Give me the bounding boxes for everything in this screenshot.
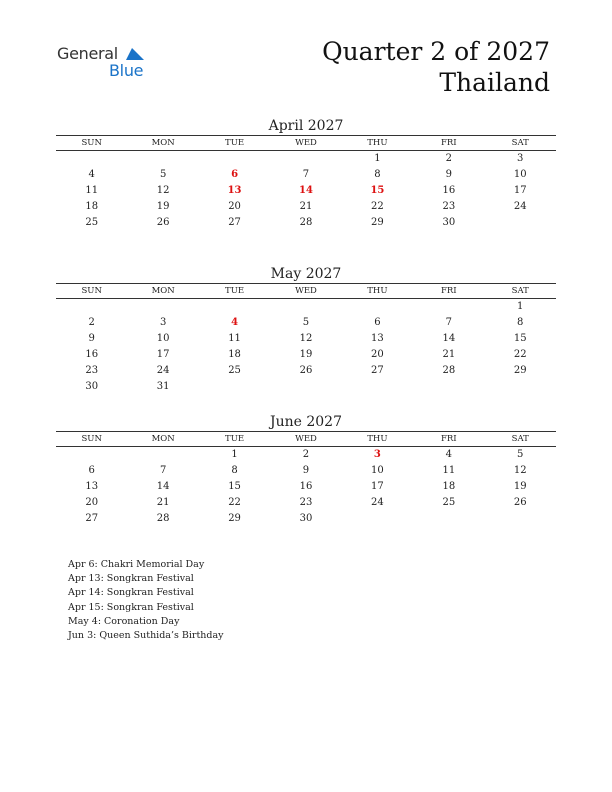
holiday-list-item: Apr 6: Chakri Memorial Day [68,559,205,570]
day-cell: 27 [85,513,99,524]
empty-day-cell [270,151,341,167]
day-cell: 13 [85,481,99,492]
day-cell: 10 [371,465,384,476]
day-cell: 12 [513,465,527,476]
day-cell: 30 [85,381,99,392]
month-june [56,413,556,527]
day-cell: 27 [371,365,384,376]
empty-day-cell [342,299,413,315]
weekday-label: TUE [225,286,245,296]
week-row [56,363,556,379]
empty-day-cell [413,299,484,315]
day-cell: 6 [88,465,95,476]
calendar-grid [56,431,556,527]
day-cell: 1 [231,449,238,460]
week-row [56,379,556,395]
weekday-label: WED [295,434,317,444]
day-cell: 9 [88,333,95,344]
empty-day-cell [342,379,413,395]
day-cell: 21 [156,497,170,508]
week-row [56,479,556,495]
weekday-label: SAT [511,286,529,296]
holiday-day-cell: 6 [231,169,239,180]
empty-day-cell [413,511,484,527]
day-cell: 12 [299,333,313,344]
month-april [56,117,556,231]
week-row [56,511,556,527]
day-cell: 20 [371,349,384,360]
weekday-label: FRI [440,434,457,444]
day-cell: 26 [299,365,313,376]
week-row [56,167,556,183]
week-row [56,447,556,463]
day-cell: 1 [517,301,524,312]
week-row [56,315,556,331]
week-row [56,463,556,479]
day-cell: 23 [442,201,456,212]
weekday-label: SAT [511,434,529,444]
country-title: Thailand [439,68,550,97]
day-cell: 17 [513,185,527,196]
weekday-header [56,432,556,447]
page-title [322,36,550,98]
day-cell: 4 [445,449,452,460]
day-cell: 3 [517,153,524,164]
day-cell: 3 [159,317,167,328]
day-cell: 22 [228,497,241,508]
weekday-label: WED [295,286,317,296]
day-cell: 27 [228,217,241,228]
day-cell: 16 [442,185,456,196]
day-cell: 17 [156,349,170,360]
week-row [56,495,556,511]
day-cell: 29 [228,513,241,524]
calendar-grid [56,283,556,395]
day-cell: 21 [442,349,456,360]
day-cell: 25 [442,497,456,508]
day-cell: 2 [302,449,310,460]
holiday-day-cell: 3 [373,449,381,460]
holiday-day-cell: 13 [227,185,242,196]
empty-day-cell [485,215,556,231]
month-may [56,265,556,395]
day-cell: 17 [371,481,384,492]
day-cell: 16 [299,481,313,492]
day-cell: 6 [374,317,381,328]
month-title: June 2027 [269,414,342,430]
day-cell: 28 [442,365,456,376]
day-cell: 19 [513,481,527,492]
weekday-label: SUN [81,286,102,296]
day-cell: 15 [228,481,241,492]
month-title: April 2027 [268,118,344,134]
weekday-label: TUE [225,138,245,148]
empty-day-cell [270,299,341,315]
holiday-list-item: Apr 14: Songkran Festival [68,587,194,599]
day-cell: 18 [228,349,241,360]
empty-day-cell [485,511,556,527]
day-cell: 8 [517,317,524,328]
day-cell: 11 [85,185,99,196]
empty-day-cell [56,299,127,315]
day-cell: 29 [513,365,527,376]
weekday-label: THU [367,286,388,296]
day-cell: 22 [371,201,384,212]
weekday-label: MON [151,286,175,296]
week-row [56,199,556,215]
weekday-label: SUN [81,434,102,444]
week-row [56,331,556,347]
holiday-list-item: Apr 13: Songkran Festival [68,573,194,585]
day-cell: 21 [299,201,313,212]
day-cell: 31 [156,381,170,392]
day-cell: 25 [85,217,99,228]
day-cell: 5 [302,317,310,328]
weekday-header [56,136,556,151]
weekday-label: SUN [81,138,102,148]
month-title: May 2027 [270,266,342,282]
calendar-grid [56,135,556,231]
day-cell: 12 [156,185,170,196]
weekday-label: FRI [440,138,457,148]
day-cell: 8 [231,465,238,476]
weekday-label: TUE [225,434,245,444]
day-cell: 19 [156,201,170,212]
week-row [56,183,556,199]
day-cell: 9 [302,465,310,476]
holiday-day-cell: 15 [370,185,385,196]
empty-day-cell [199,299,270,315]
day-cell: 2 [445,153,452,164]
holiday-list-item: Apr 15: Songkran Festival [68,601,194,613]
week-row [56,151,556,167]
day-cell: 28 [156,513,170,524]
logo-triangle-icon [124,46,146,62]
day-cell: 24 [513,201,527,212]
day-cell: 24 [156,365,170,376]
day-cell: 30 [299,513,313,524]
day-cell: 29 [371,217,384,228]
day-cell: 18 [442,481,456,492]
day-cell: 20 [228,201,241,212]
day-cell: 7 [445,317,452,328]
weekday-label: SAT [511,138,529,148]
empty-day-cell [127,151,198,167]
day-cell: 2 [88,317,95,328]
empty-day-cell [56,151,127,167]
day-cell: 26 [156,217,170,228]
empty-day-cell [270,379,341,395]
day-cell: 9 [445,169,452,180]
day-cell: 10 [513,169,527,180]
day-cell: 14 [156,481,170,492]
logo-blue-text: Blue [109,61,144,80]
weekday-label: MON [151,138,175,148]
day-cell: 4 [88,169,95,180]
day-cell: 23 [299,497,313,508]
day-cell: 11 [442,465,456,476]
holiday-list [68,558,224,643]
empty-day-cell [56,447,127,463]
empty-day-cell [485,379,556,395]
day-cell: 30 [442,217,456,228]
holiday-list-item: Jun 3: Queen Suthida’s Birthday [68,630,224,642]
day-cell: 7 [302,169,310,180]
generalblue-logo [57,44,157,84]
day-cell: 18 [85,201,99,212]
week-row [56,299,556,315]
day-cell: 20 [85,497,99,508]
day-cell: 11 [228,333,241,344]
day-cell: 28 [299,217,313,228]
day-cell: 7 [159,465,167,476]
holiday-list-item: May 4: Coronation Day [68,615,180,627]
day-cell: 14 [442,333,456,344]
week-row [56,215,556,231]
holiday-day-cell: 14 [299,185,313,196]
weekday-label: FRI [440,286,457,296]
day-cell: 19 [299,349,313,360]
logo-general-text: General [57,44,118,63]
day-cell: 23 [85,365,99,376]
day-cell: 5 [159,169,167,180]
day-cell: 24 [371,497,384,508]
quarter-title: Quarter 2 of 2027 [322,37,550,66]
day-cell: 10 [156,333,170,344]
empty-day-cell [199,151,270,167]
weekday-label: THU [367,138,388,148]
day-cell: 15 [513,333,527,344]
weekday-label: WED [295,138,317,148]
day-cell: 8 [374,169,381,180]
weekday-header [56,284,556,299]
day-cell: 1 [374,153,381,164]
empty-day-cell [127,447,198,463]
week-row [56,347,556,363]
empty-day-cell [342,511,413,527]
day-cell: 22 [513,349,527,360]
holiday-day-cell: 4 [231,317,239,328]
day-cell: 16 [85,349,99,360]
day-cell: 26 [513,497,527,508]
day-cell: 25 [228,365,241,376]
day-cell: 13 [371,333,384,344]
empty-day-cell [127,299,198,315]
weekday-label: THU [367,434,388,444]
weekday-label: MON [151,434,175,444]
empty-day-cell [413,379,484,395]
empty-day-cell [199,379,270,395]
day-cell: 5 [517,449,524,460]
